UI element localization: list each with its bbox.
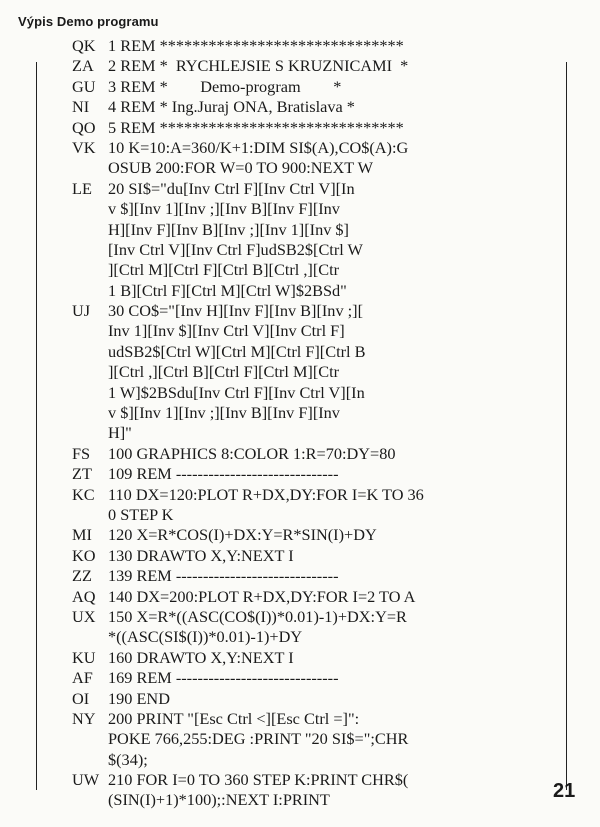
line-code: 110 DX=120:PLOT R+DX,DY:FOR I=K TO 36 (108, 484, 424, 504)
listing-line (72, 56, 562, 76)
line-code: 169 REM ------------------------------ (108, 668, 339, 688)
listing-line (72, 485, 562, 505)
line-checksum (72, 403, 108, 423)
line-code: [Inv Ctrl V][Inv Ctrl F]udSB2$[Ctrl W (108, 239, 363, 259)
page-number: 21 (553, 780, 576, 802)
listing-line (72, 321, 562, 341)
line-checksum: ZT (72, 464, 92, 484)
listing-line (72, 587, 562, 607)
listing-line (72, 750, 562, 770)
line-code: 120 X=R*COS(I)+DX:Y=R*SIN(I)+DY (108, 525, 377, 545)
line-checksum: KC (72, 484, 95, 504)
line-code: $(34); (108, 749, 148, 769)
listing-line (72, 301, 562, 321)
line-checksum: FS (72, 443, 91, 463)
line-checksum: KU (72, 647, 96, 667)
line-code: 130 DRAWTO X,Y:NEXT I (108, 545, 294, 565)
line-checksum: GU (72, 76, 96, 96)
line-code: 30 CO$="[Inv H][Inv F][Inv B][Inv ;][ (108, 301, 364, 321)
line-code: Inv 1][Inv $][Inv Ctrl V][Inv Ctrl F] (108, 321, 345, 341)
listing-line (72, 525, 562, 545)
listing-line (72, 97, 562, 117)
line-code: 3 REM * Demo-program * (108, 76, 342, 96)
page-title: Výpis Demo programu (18, 14, 159, 29)
line-code: v $][Inv 1][Inv ;][Inv B][Inv F][Inv (108, 403, 340, 423)
line-code: 20 SI$="du[Inv Ctrl F][Inv Ctrl V][In (108, 178, 355, 198)
line-checksum: KO (72, 545, 96, 565)
line-code: 100 GRAPHICS 8:COLOR 1:R=70:DY=80 (108, 443, 396, 463)
line-checksum: MI (72, 525, 92, 545)
listing-line (72, 709, 562, 729)
line-code: (SIN(I)+1)*100);:NEXT I:PRINT (108, 790, 330, 810)
line-checksum (72, 199, 108, 219)
listing-line (72, 464, 562, 484)
listing-line (72, 790, 562, 810)
line-checksum (72, 220, 108, 240)
listing-line (72, 77, 562, 97)
line-code: 1 B][Ctrl F][Ctrl M][Ctrl W]$2BSd" (108, 280, 347, 300)
line-checksum (72, 505, 108, 525)
listing-line (72, 770, 562, 790)
line-checksum: UJ (72, 301, 91, 321)
line-code: H]" (108, 423, 132, 443)
line-checksum: LE (72, 178, 92, 198)
listing-line (72, 729, 562, 749)
listing-line (72, 383, 562, 403)
line-checksum (72, 627, 108, 647)
line-checksum (72, 423, 108, 443)
line-code: 210 FOR I=0 TO 360 STEP K:PRINT CHR$( (108, 770, 409, 790)
listing-line (72, 607, 562, 627)
line-checksum (72, 383, 108, 403)
line-code: ][Ctrl ,][Ctrl B][Ctrl F][Ctrl M][Ctr (108, 362, 340, 382)
line-checksum (72, 790, 108, 810)
listing-left-rule (36, 62, 37, 790)
line-code: *((ASC(SI$(I))*0.01)-1)+DY (108, 627, 303, 647)
listing-line (72, 689, 562, 709)
line-checksum (72, 342, 108, 362)
line-checksum: ZA (72, 56, 94, 76)
listing-line (72, 566, 562, 586)
listing-line (72, 260, 562, 280)
listing-line (72, 199, 562, 219)
line-checksum (72, 158, 108, 178)
line-code: 150 X=R*((ASC(CO$(I))*0.01)-1)+DX:Y=R (108, 606, 407, 626)
listing-line (72, 342, 562, 362)
line-checksum: VK (72, 137, 96, 157)
line-code: 200 PRINT "[Esc Ctrl <][Esc Ctrl =]": (108, 708, 360, 728)
listing-line (72, 546, 562, 566)
listing-line (72, 158, 562, 178)
line-checksum (72, 260, 108, 280)
listing-line (72, 505, 562, 525)
line-code: 1 REM ****************************** (108, 36, 404, 55)
line-code: 190 END (108, 688, 170, 708)
line-code: 0 STEP K (108, 504, 174, 524)
line-code: OSUB 200:FOR W=0 TO 900:NEXT W (108, 158, 374, 178)
line-checksum (72, 321, 108, 341)
line-checksum (72, 750, 108, 770)
listing-line (72, 668, 562, 688)
line-code: udSB2$[Ctrl W][Ctrl M][Ctrl F][Ctrl B (108, 341, 366, 361)
line-code: POKE 766,255:DEG :PRINT "20 SI$=";CHR (108, 729, 409, 749)
line-checksum: UX (72, 606, 96, 626)
line-code: 5 REM ****************************** (108, 117, 404, 137)
line-checksum (72, 240, 108, 260)
line-checksum: OI (72, 688, 90, 708)
listing-line (72, 423, 562, 443)
line-checksum: NY (72, 708, 96, 728)
listing-line (72, 648, 562, 668)
listing-line (72, 281, 562, 301)
line-checksum: ZZ (72, 566, 92, 586)
line-code: 4 REM * Ing.Juraj ONA, Bratislava * (108, 97, 355, 117)
listing-line (72, 444, 562, 464)
line-checksum (72, 281, 108, 301)
line-checksum: QO (72, 117, 96, 137)
listing-line (72, 220, 562, 240)
line-checksum: NI (72, 97, 90, 117)
listing-line (72, 118, 562, 138)
listing-line (72, 240, 562, 260)
line-code: 139 REM ------------------------------ (108, 566, 339, 586)
listing-line (72, 36, 562, 56)
line-code: 109 REM ------------------------------ (108, 464, 339, 484)
listing-line (72, 179, 562, 199)
line-checksum: UW (72, 770, 100, 790)
line-checksum: AF (72, 668, 93, 688)
line-code: 10 K=10:A=360/K+1:DIM SI$(A),CO$(A):G (108, 137, 409, 157)
listing-line (72, 138, 562, 158)
line-checksum (72, 362, 108, 382)
listing-line (72, 403, 562, 423)
line-code: 1 W]$2BSdu[Inv Ctrl F][Inv Ctrl V][In (108, 382, 365, 402)
line-code: v $][Inv 1][Inv ;][Inv B][Inv F][Inv (108, 199, 340, 219)
line-code: 2 REM * RYCHLEJSIE S KRUZNICAMI * (108, 56, 409, 76)
line-checksum (72, 729, 108, 749)
listing-line (72, 362, 562, 382)
line-checksum: QK (72, 36, 96, 55)
line-code: 140 DX=200:PLOT R+DX,DY:FOR I=2 TO A (108, 586, 416, 606)
line-code: ][Ctrl M][Ctrl F][Ctrl B][Ctrl ,][Ctr (108, 260, 340, 280)
listing-right-rule (566, 62, 567, 790)
line-checksum: AQ (72, 586, 96, 606)
listing-line (72, 627, 562, 647)
line-code: H][Inv F][Inv B][Inv ;][Inv 1][Inv $] (108, 219, 349, 239)
line-code: 160 DRAWTO X,Y:NEXT I (108, 647, 294, 667)
program-listing (72, 36, 562, 811)
